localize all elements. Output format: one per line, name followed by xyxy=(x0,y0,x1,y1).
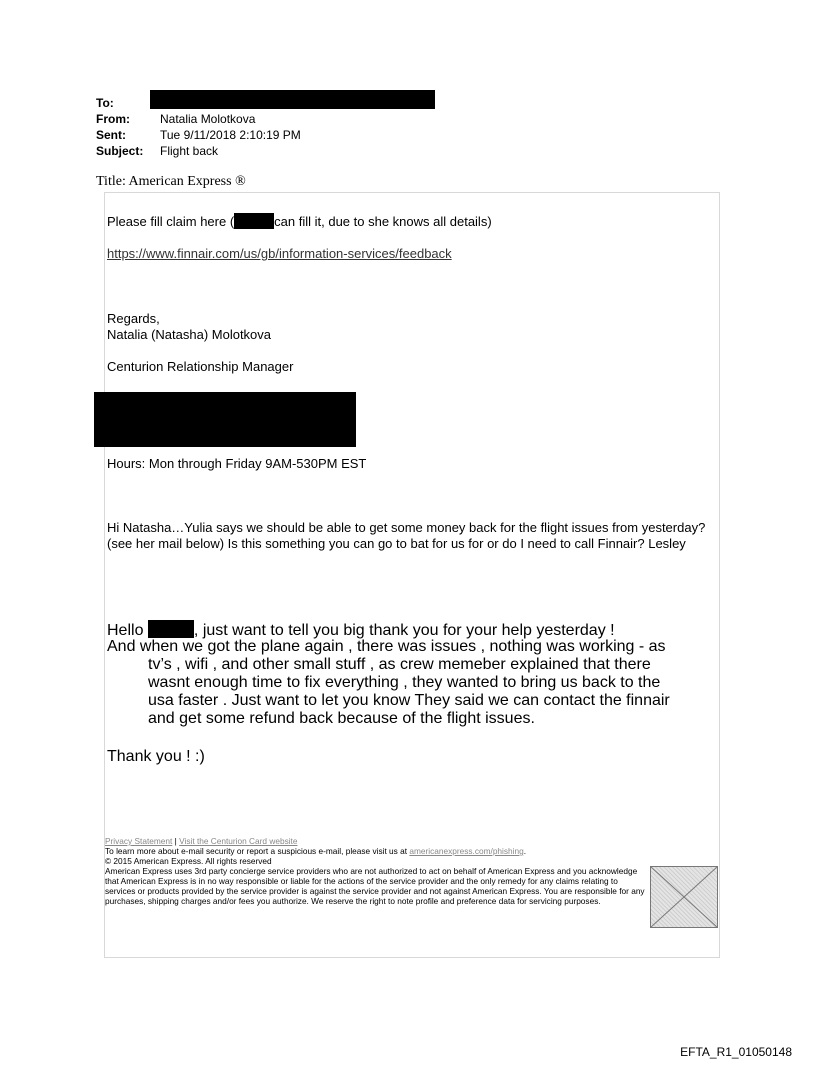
signature-name: Natalia (Natasha) Molotkova xyxy=(107,327,272,342)
plane-line: And when we got the plane again , there was issues , nothing was working - as xyxy=(107,638,666,655)
forward-paragraph: Hi Natasha…Yulia says we should be able to get some money back for the flight issues from yesterday? (see her mail below) Is this something you can go to bat for us for or do I need to call Finnair? Lesley xyxy=(107,520,706,551)
redacted-recipient xyxy=(150,90,435,109)
title-line: Title: American Express ® xyxy=(96,174,246,189)
regards-text: Regards, xyxy=(107,311,160,326)
phishing-link[interactable]: americanexpress.com/phishing xyxy=(409,846,524,856)
footer-separator: | xyxy=(174,836,177,846)
hello-text-end: , just want to tell you big thank you for your help yesterday ! xyxy=(193,622,615,639)
from-value: Natalia Molotkova xyxy=(160,112,256,126)
security-end: . xyxy=(523,846,527,856)
claim-text-end: can fill it, due to she knows all details) xyxy=(274,214,492,229)
to-label: To: xyxy=(96,96,114,110)
sent-label: Sent: xyxy=(96,128,126,142)
hours-text: Hours: Mon through Friday 9AM-530PM EST xyxy=(107,456,367,471)
hello-line xyxy=(107,620,707,640)
thank-you-text: Thank you ! :) xyxy=(107,748,205,765)
broken-image-icon xyxy=(650,866,718,928)
disclaimer-text: American Express uses 3rd party concierge service providers who are not authorized to act on behalf of American Express and you acknowledge that American Express is in no way responsible or liable for the actions of the service provider and the only remedy for any claims relating to services or products provided by the service provider is against the service provider and not against American Express. You are responsible for any purchases, shipping charges and/or fees you authorize. We reserve the right to note profile and preference data for servicing purposes. xyxy=(105,866,645,906)
security-text: To learn more about e-mail security or report a suspicious e-mail, please visit us at xyxy=(105,846,408,856)
subject-label: Subject: xyxy=(96,144,144,158)
bates-number: EFTA_R1_01050148 xyxy=(680,1045,792,1059)
signature-title: Centurion Relationship Manager xyxy=(107,359,294,374)
subject-value: Flight back xyxy=(160,144,219,158)
footer-links xyxy=(105,836,650,846)
redacted-signature-block xyxy=(94,392,356,447)
redacted-name-hello xyxy=(148,620,194,638)
privacy-statement-link[interactable]: Privacy Statement xyxy=(105,836,173,846)
claim-text-start: Please fill claim here ( xyxy=(107,214,235,229)
security-line xyxy=(105,846,650,856)
sent-value: Tue 9/11/2018 2:10:19 PM xyxy=(160,128,301,142)
plane-indent-paragraph: tv’s , wifi , and other small stuff , as crew memeber explained that there wasnt enough time to fix everything , they wanted to bring us back to the usa faster . Just want to let you know They said we can contact the finnair and get some refund back because of the flight issues. xyxy=(148,656,670,727)
claim-line xyxy=(107,213,707,230)
hello-text-start: Hello xyxy=(107,622,144,639)
feedback-link[interactable]: https://www.finnair.com/us/gb/information-services/feedback xyxy=(107,246,452,261)
from-label: From: xyxy=(96,112,130,126)
copyright-text: © 2015 American Express. All rights reserved xyxy=(105,856,272,866)
centurion-card-link[interactable]: Visit the Centurion Card website xyxy=(179,836,298,846)
footer xyxy=(105,836,650,906)
redacted-name-inline xyxy=(234,213,274,229)
